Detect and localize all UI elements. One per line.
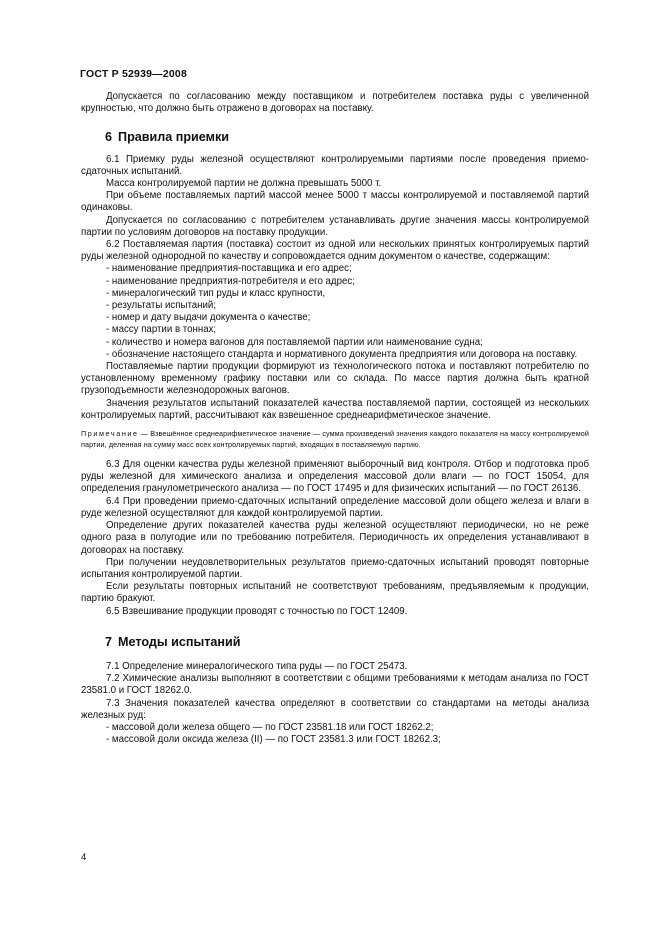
- list-item: - массовой доли оксида железа (II) — по ГОСТ 23581.3 или ГОСТ 18262.3;: [106, 734, 441, 746]
- section-title: Правила приемки: [118, 130, 229, 145]
- section-title: Методы испытаний: [118, 634, 241, 649]
- list-item: - наименование предприятия-потребителя и его адрес;: [106, 275, 355, 287]
- note-text: — Взвешённое среднеарифметическое значение — сумма произведений значения каждого показателя на массу контролируемой партии, деленная на сумму масс всех контролируемых партий, входящих в поставляемую партию.: [81, 429, 589, 449]
- paragraph: Значения результатов испытаний показателей качества поставляемой партии, состоящей из нескольких контролируемых партий, рассчитывают как взвешенное среднеарифметическое значение.: [81, 397, 589, 421]
- paragraph: 7.2 Химические анализы выполняют в соответствии с общими требованиями к методам анализа по ГОСТ 23581.0 и ГОСТ 18262.0.: [81, 673, 589, 697]
- list-item: - количество и номера вагонов для поставляемой партии или наименование судна;: [106, 336, 483, 348]
- list-item: - результаты испытаний;: [106, 300, 217, 312]
- paragraph: При получении неудовлетворительных результатов приемо-сдаточных испытаний проводят повторные испытания контролируемой партии.: [81, 556, 589, 580]
- note: [81, 429, 589, 450]
- paragraph: Если результаты повторных испытаний не соответствуют требованиям, предъявляемым к продукции, партию бракуют.: [81, 581, 589, 605]
- paragraph: 7.3 Значения показателей качества определяют в соответствии со стандартами на методы анализа железных руд:: [81, 697, 589, 721]
- section-number: 6: [105, 130, 113, 145]
- section-6-heading: [105, 131, 589, 143]
- list-item: - массу партии в тоннах;: [106, 324, 217, 336]
- paragraph: 6.3 Для оценки качества руды железной применяют выборочный вид контроля. Отбор и подготовка проб руды железной для химического анализа и определения массовой доли влаги — по ГОСТ 15054, для определения гранулометрического анализа — по ГОСТ 17495 и для физических испытаний — по ГОСТ 26136.: [81, 459, 589, 495]
- intro-paragraph: Допускается по согласованию между поставщиком и потребителем поставка руды с увеличенной крупностью, что должно быть отражено в договорах на поставку.: [81, 91, 589, 115]
- paragraph: Поставляемые партии продукции формируют из технологического потока и поставляют потребителю по установленному временному графику поставки или со склада. По массе партия должна быть кратной грузоподъемности железнодорожных вагонов.: [81, 361, 589, 397]
- paragraph: Масса контролируемой партии не должна превышать 5000 т.: [106, 178, 382, 190]
- page-number: 4: [81, 852, 87, 863]
- paragraph: 6.1 Приемку руды железной осуществляют контролируемыми партиями после проведения приемо-сдаточных испытаний.: [81, 153, 589, 177]
- paragraph: Допускается по согласованию с потребителем устанавливать другие значения массы контролируемой партии по условиям договоров на поставку продукции.: [81, 214, 589, 238]
- list-item: - обозначение настоящего стандарта и нормативного документа предприятия или договора на поставку.: [106, 348, 578, 360]
- section-number: 7: [105, 634, 113, 649]
- list-item: - минералогический тип руды и класс крупности,: [106, 287, 326, 299]
- note-label: Примечание: [81, 429, 139, 439]
- list-item: - номер и дату выдачи документа о качестве;: [106, 312, 311, 324]
- document-header: ГОСТ Р 52939—2008: [80, 68, 188, 80]
- paragraph: Определение других показателей качества руды железной осуществляют периодически, но не реже одного раза в полугодие или по требованию потребителя. Периодичность их определения устанавливают в договорах на поставку.: [81, 520, 589, 556]
- paragraph: 6.5 Взвешивание продукции проводят с точностью по ГОСТ 12409.: [106, 605, 408, 617]
- list-item: - наименование предприятия-поставщика и его адрес;: [106, 263, 352, 275]
- paragraph: При объеме поставляемых партий массой менее 5000 т массы контролируемой и поставляемой партий одинаковы.: [81, 190, 589, 214]
- paragraph: 7.1 Определение минералогического типа руды — по ГОСТ 25473.: [106, 660, 408, 672]
- list-item: - массовой доли железа общего — по ГОСТ 23581.18 или ГОСТ 18262.2;: [106, 721, 434, 733]
- section-7-heading: [105, 636, 589, 648]
- paragraph: 6.4 При проведении приемо-сдаточных испытаний определение массовой доли общего железа и влаги в руде железной осуществляют для каждой контролируемой партии.: [81, 495, 589, 519]
- paragraph: 6.2 Поставляемая партия (поставка) состоит из одной или нескольких принятых контролируемых партий руды железной однородной по качеству и сопровождается одним документом о качестве, содержащим:: [81, 239, 589, 263]
- page-content: [81, 91, 589, 746]
